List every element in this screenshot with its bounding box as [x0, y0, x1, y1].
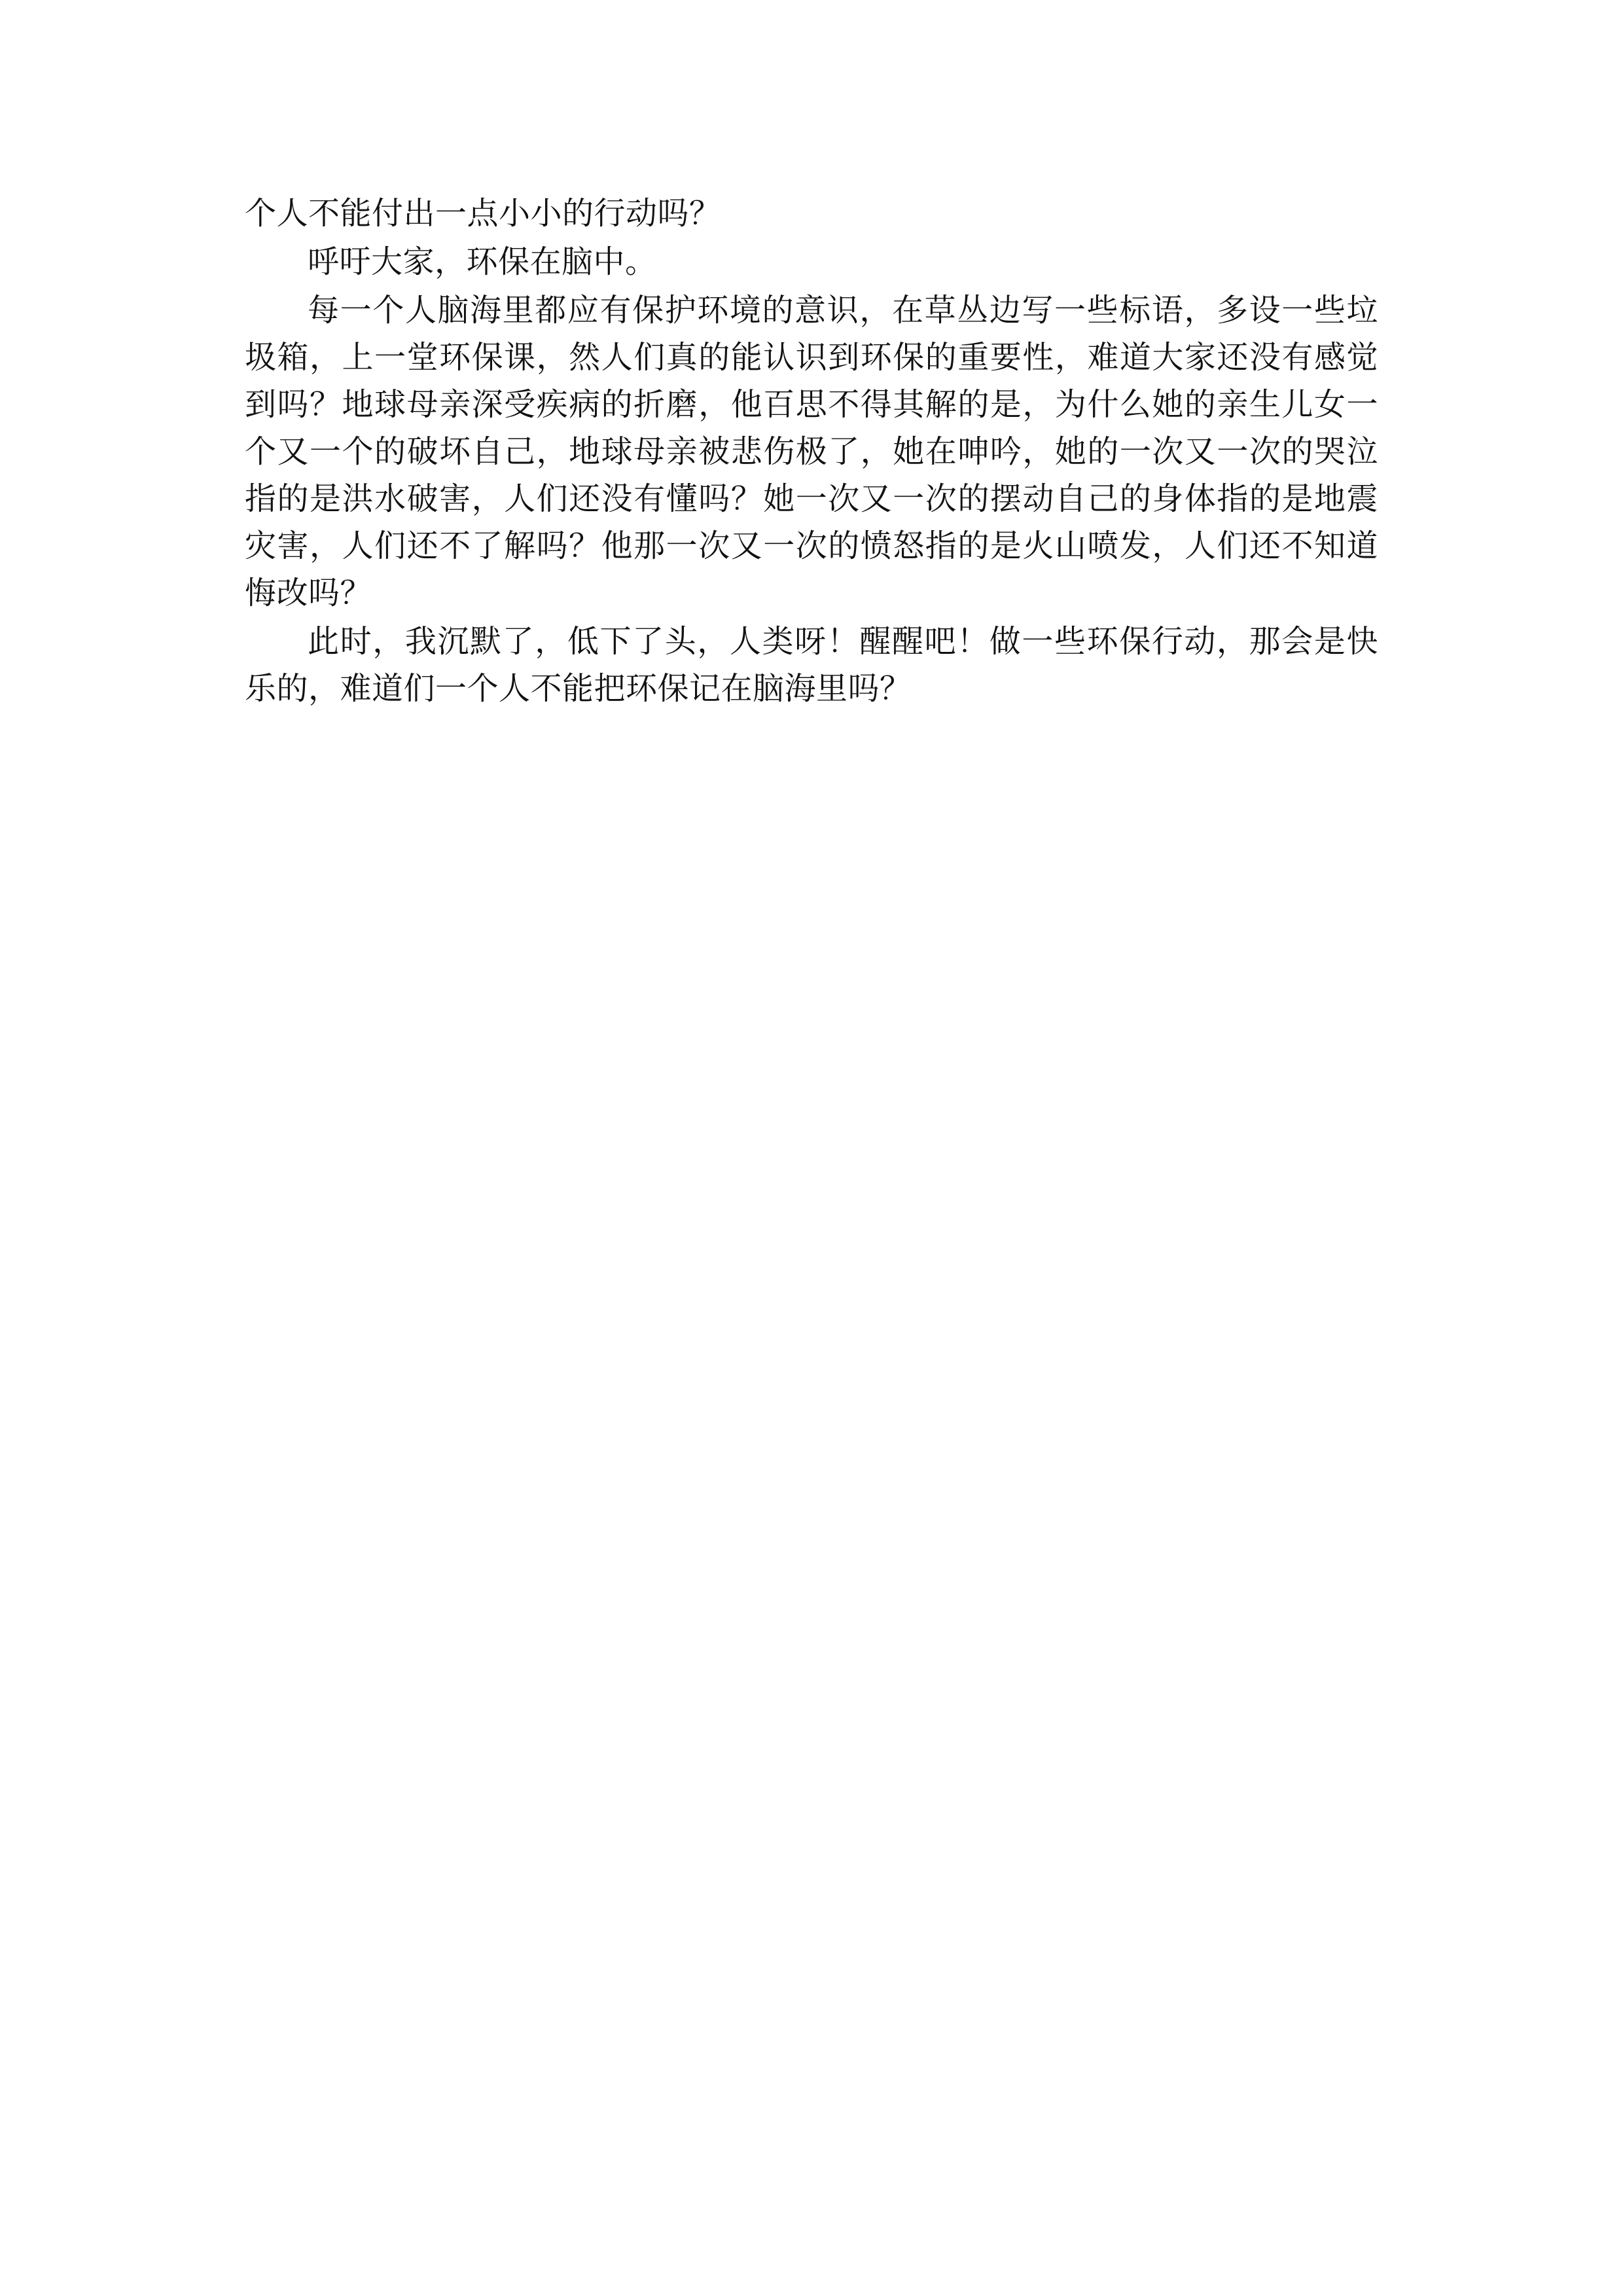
paragraph-line: 此时，我沉默了，低下了头，人类呀！醒醒吧！做一些环保行动，那会是快: [308, 623, 1378, 660]
paragraph-line: 灾害，人们还不了解吗？他那一次又一次的愤怒指的是火山喷发，人们还不知道: [245, 528, 1378, 564]
paragraph-line: 每一个人脑海里都应有保护环境的意识，在草丛边写一些标语，多设一些垃: [308, 292, 1378, 329]
paragraph-line: 到吗？地球母亲深受疾病的折磨，他百思不得其解的是，为什么她的亲生儿女一: [245, 386, 1378, 423]
paragraph-line: 个又一个的破坏自己，地球母亲被悲伤极了，她在呻吟，她的一次又一次的哭泣: [245, 433, 1378, 470]
paragraph-2: [245, 238, 1378, 285]
paragraph-line: 指的是洪水破害，人们还没有懂吗？她一次又一次的摆动自己的身体指的是地震: [245, 480, 1378, 517]
paragraph-4: [245, 618, 1378, 712]
paragraph-line: 圾箱，上一堂环保课，然人们真的能认识到环保的重要性，难道大家还没有感觉: [245, 339, 1378, 376]
paragraph-line: 乐的，难道们一个人不能把环保记在脑海里吗？: [245, 670, 912, 707]
paragraph-line: 个人不能付出一点小小的行动吗？: [245, 195, 721, 232]
paragraph-3: [245, 287, 1378, 617]
paragraph-line: 悔改吗？: [245, 575, 372, 611]
paragraph-line: 呼吁大家，环保在脑中。: [308, 243, 657, 280]
essay-body: [245, 190, 1378, 713]
paragraph-1: [245, 190, 1378, 237]
